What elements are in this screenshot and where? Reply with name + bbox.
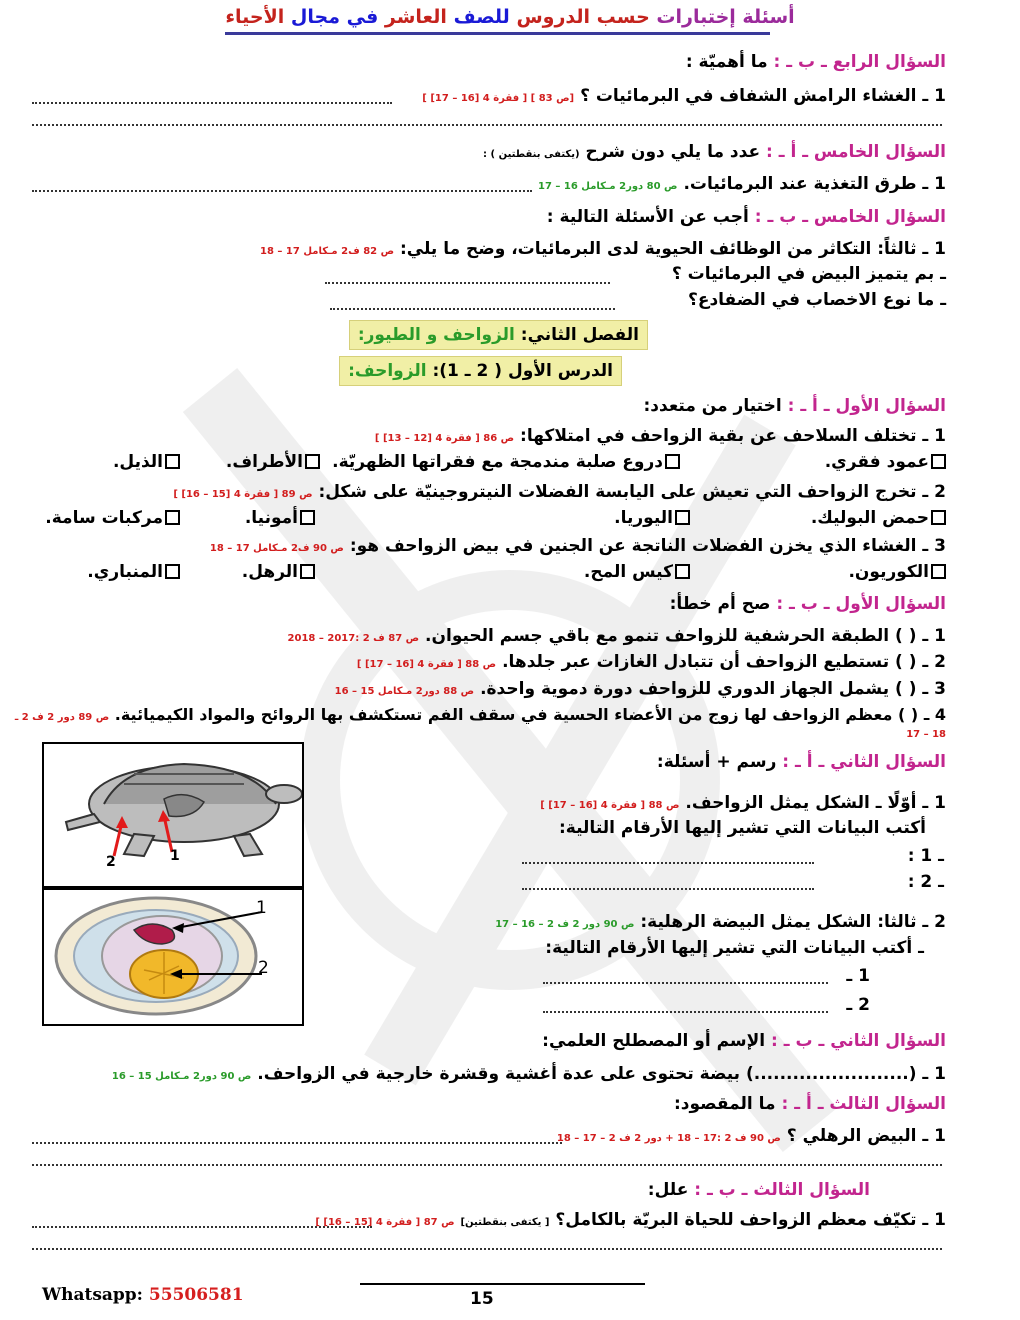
q2b-item1: 1 ـ (........................) بيضة تحتوى على عدة أغشية وقشرة خارجية في الزواحف. ص 90 دور2 مـكامل 15 – 16 (111, 1064, 946, 1084)
q4b-answer-line-2[interactable] (32, 124, 942, 126)
q4b-answer-line-1[interactable] (32, 102, 392, 104)
page-number: 15 (470, 1289, 494, 1309)
q1a-item3-option2[interactable]: كيس المح. (584, 562, 690, 582)
q1b-item3-answer-paren[interactable]: ( ) (895, 679, 917, 699)
q3a-item1: 1 ـ البيض الرهلي ؟ ص 90 ف 2 :17 – 18 + دور 2 ف 2 – 17 – 18 (556, 1126, 946, 1146)
q1b-item4-ref2: 17 – 18 (906, 729, 946, 740)
q1b-item1-answer-paren[interactable]: ( ) (895, 626, 917, 646)
q1a-item1-option3[interactable]: الأطراف. (226, 452, 320, 472)
q2a-item2-label2: 2 ـ (846, 995, 870, 1015)
q4b-heading: السؤال الرابع ـ ب ـ : ما أهميّة : (685, 52, 946, 72)
q2a-item1: 1 ـ أوّلًا ـ الشكل يمثل الزواحف. ص 88 [ فقرة 4 [16 – 17] ] (540, 793, 946, 813)
footer-divider (360, 1283, 645, 1285)
q2a-item2-answer1[interactable] (543, 982, 828, 984)
q1b-item3: 3 ـ ( ) يشمل الجهاز الدوري للزواحف دورة دموية واحدة. ص 88 دور2 مـكامل 15 – 16 (334, 679, 946, 699)
turtle-figure (42, 742, 304, 888)
q2a-item2-label1: 1 ـ (846, 966, 870, 986)
q1b-item2-answer-paren[interactable]: ( ) (895, 652, 917, 672)
q5b-sub1: ـ بم يتميز البيض في البرمائيات ؟ (671, 264, 946, 284)
q1a-item2-option1[interactable]: حمض البوليك. (811, 508, 946, 528)
q1a-item2-option3[interactable]: أمونيا. (245, 508, 315, 528)
egg-label-2: 2 (258, 958, 269, 978)
q5a-heading: السؤال الخامس ـ أ ـ : عدد ما يلي دون شرح (يكتفى بنقطتين ) : (483, 142, 946, 162)
q1a-item2-option4[interactable]: مركبات سامة. (45, 508, 180, 528)
title-underline (225, 32, 770, 35)
q1a-item3-option3[interactable]: الرهل. (242, 562, 315, 582)
q3b-answer-line-1[interactable] (32, 1226, 372, 1228)
turtle-illustration (44, 744, 302, 886)
q1b-item2: 2 ـ ( ) تستطيع الزواحف أن تتبادل الغازات عبر جلدها. ص 88 [ فقرة 4 [16 – 17] ] (356, 652, 946, 672)
q1a-item2: 2 ـ تخرج الزواحف التي تعيش على اليابسة الفضلات النيتروجينيّة على شكل: ص 89 [ فقرة 4 [15 – 16] ] (173, 482, 946, 502)
footer-whatsapp: Whatsapp: 55506581 (42, 1285, 244, 1305)
q5b-heading: السؤال الخامس ـ ب ـ : أجب عن الأسئلة التالية : (546, 207, 946, 227)
page-title: أسئلة إختبارات حسب الدروس للصف العاشر في مجال الأحياء (225, 6, 795, 28)
q1b-heading: السؤال الأول ـ ب ـ : صح أم خطأ: (669, 594, 946, 614)
q5a-answer-line[interactable] (32, 190, 532, 192)
q2a-item1-label1: ـ 1 : (907, 846, 944, 866)
q1b-item4: 4 ـ ( ) معظم الزواحف لها زوج من الأعضاء الحسية في سقف الفم تستكشف بها الروائح والمواد الكيميائية. ص 89 دور 2 ف 2 ـ (14, 705, 946, 724)
q3a-heading: السؤال الثالث ـ أ ـ : ما المقصود: (673, 1094, 946, 1114)
q2a-item1-sub: أكتب البيانات التي تشير إليها الأرقام التالية: (559, 818, 926, 838)
amniotic-egg-figure (42, 888, 304, 1026)
q1a-item3-option1[interactable]: الكوريون. (848, 562, 946, 582)
q2b-item1-answer-paren[interactable]: (........................) (745, 1064, 917, 1084)
q3b-item1: 1 ـ تكيّف معظم الزواحف للحياة البريّة بالكامل؟ [ يكتفى بنقطتين] ص 87 [ فقرة 4 [15 – 16] ] (315, 1210, 946, 1230)
q5b-item1: 1 ـ ثالثاً: التكاثر من الوظائف الحيوية لدى البرمائيات، وضح ما يلي: ص 82 ف2 مـكامل 17 – 18 (260, 239, 946, 259)
q1b-item4-answer-paren[interactable]: ( ) (898, 705, 919, 724)
q2a-item1-answer2[interactable] (522, 888, 814, 890)
q1a-item1-option4[interactable]: الذيل. (113, 452, 180, 472)
q1b-item1: 1 ـ ( ) الطبقة الحرشفية للزواحف تنمو مع باقي جسم الحيوان. ص 87 ف 2 :2017 – 2018 (287, 626, 946, 646)
q1a-item1-option1[interactable]: عمود فقري. (825, 452, 946, 472)
q3a-answer-line-1[interactable] (32, 1142, 562, 1144)
turtle-label-2: 2 (106, 854, 116, 870)
q2a-item2-answer2[interactable] (543, 1011, 828, 1013)
q5b-sub2-answer[interactable] (330, 308, 615, 310)
q5a-item1: 1 ـ طرق التغذية عند البرمائيات. ص 80 دور2 مـكامل 16 – 17 (538, 174, 946, 194)
q2b-heading: السؤال الثاني ـ ب ـ : الإسم أو المصطلح العلمي: (542, 1031, 946, 1051)
q3a-answer-line-2[interactable] (32, 1164, 942, 1166)
q5b-sub1-answer[interactable] (325, 282, 610, 284)
q1a-heading: السؤال الأول ـ أ ـ : اختيار من متعدد: (643, 396, 946, 416)
q2a-item2-sub: ـ أكتب البيانات التي تشير إليها الأرقام التالية: (545, 938, 924, 958)
q1a-item1: 1 ـ تختلف السلاحف عن بقية الزواحف في امتلاكها: ص 86 [ فقرة 4 [12 – 13] ] (374, 426, 946, 446)
chapter-title-box: الفصل الثاني: الزواحف و الطيور: (349, 320, 648, 350)
q1a-item3: 3 ـ الغشاء الذي يخزن الفضلات الناتجة عن الجنين في بيض الزواحف هو: ص 90 ف2 مـكامل 17 – 18 (209, 536, 946, 556)
turtle-label-1: 1 (170, 848, 180, 864)
q1a-item3-option4[interactable]: المنباري. (87, 562, 180, 582)
q2a-item2: 2 ـ ثالثا: الشكل يمثل البيضة الرهلية: ص 90 دور 2 ف 2 – 16 – 17 (495, 912, 946, 932)
q1a-item2-option2[interactable]: اليوريا. (614, 508, 690, 528)
lesson-title-box: الدرس الأول ( 2 ـ 1): الزواحف: (339, 356, 622, 386)
q1a-item1-option2[interactable]: دروع صلبة مندمجة مع فقراتها الظهريّة. (332, 452, 680, 472)
q2a-heading: السؤال الثاني ـ أ ـ : رسم + أسئلة: (656, 752, 946, 772)
egg-label-1: 1 (256, 898, 267, 918)
q2a-item1-label2: ـ 2 : (907, 872, 944, 892)
q4b-item1: 1 ـ الغشاء الرامش الشفاف في البرمائيات ؟ [ص 83 ] [ فقرة 4 [16 – 17] ] (422, 86, 946, 106)
q2a-item1-answer1[interactable] (522, 862, 814, 864)
q3b-answer-line-2[interactable] (32, 1248, 942, 1250)
q3b-heading: السؤال الثالث ـ ب ـ : علل: (647, 1180, 870, 1200)
whatsapp-number: 55506581 (148, 1285, 244, 1305)
q5b-sub2: ـ ما نوع الاخصاب في الضفادع؟ (687, 290, 946, 310)
